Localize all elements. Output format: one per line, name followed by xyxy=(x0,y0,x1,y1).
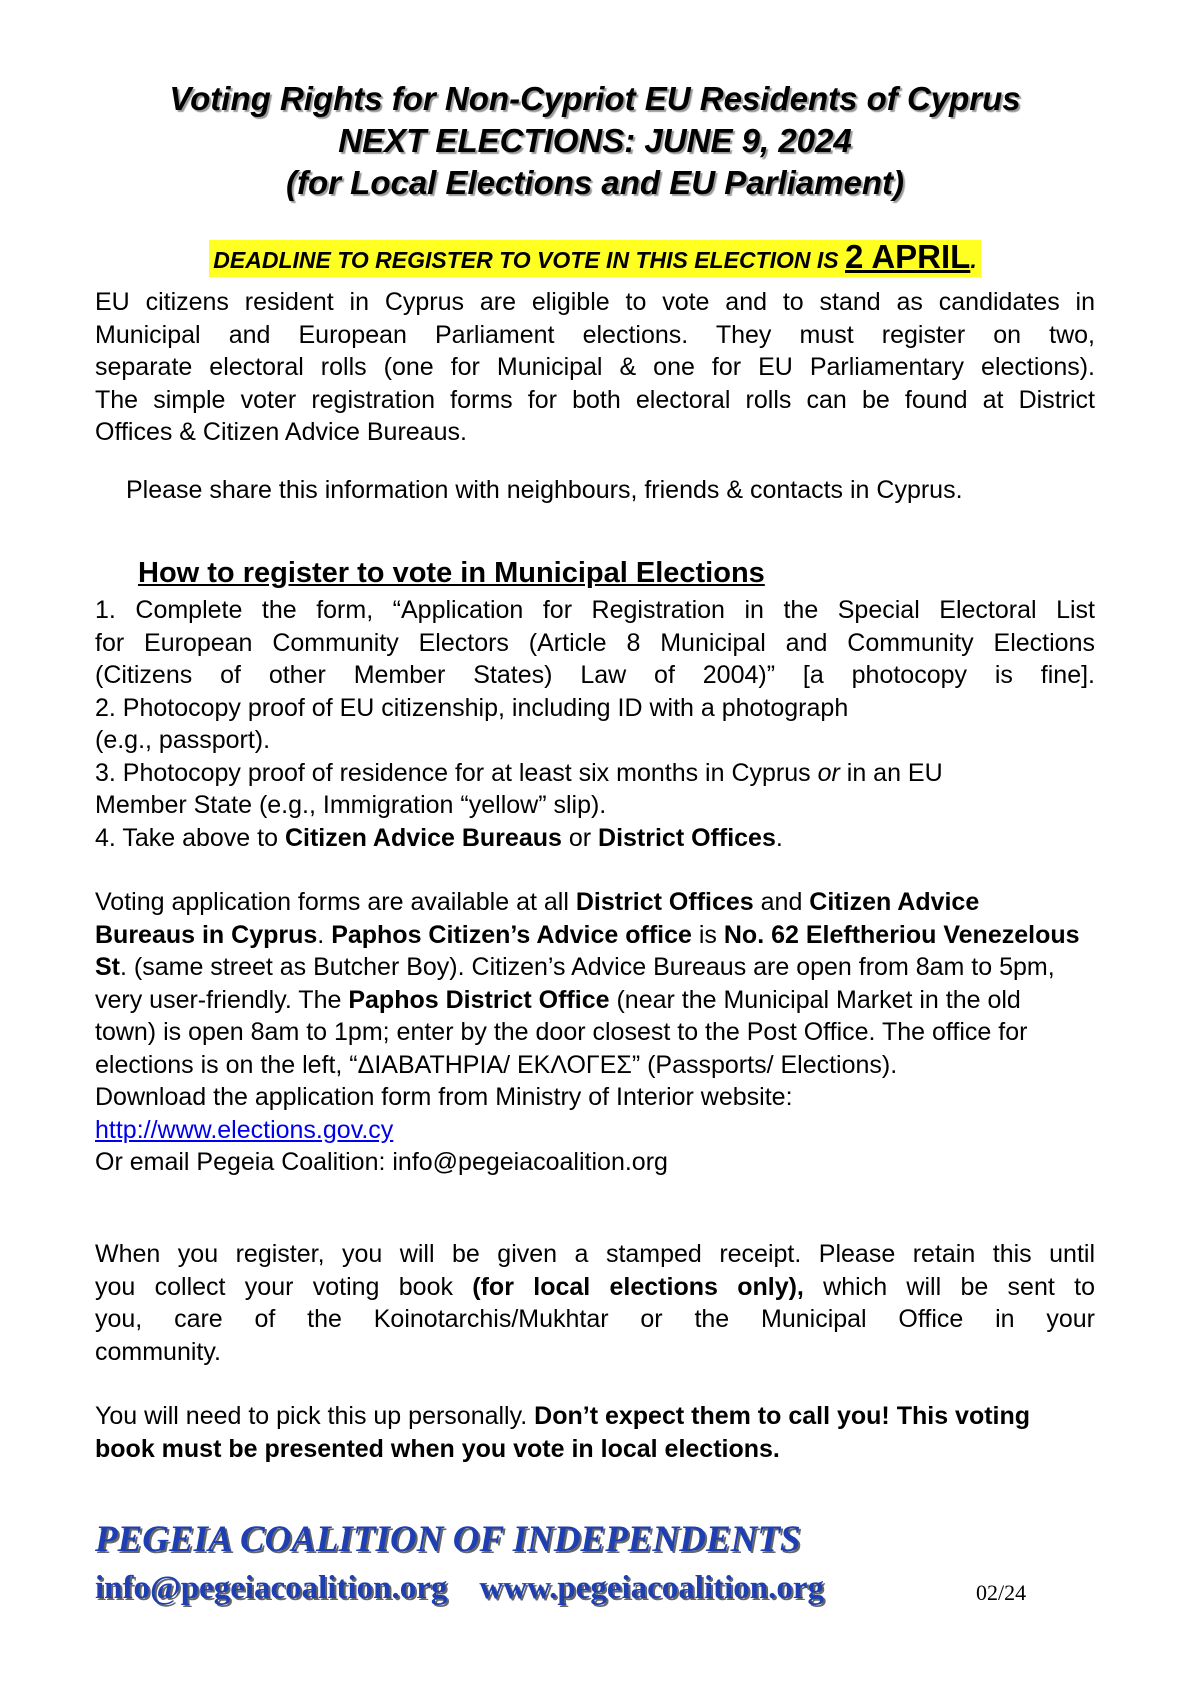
receipt-line-1: When you register, you will be given a stamped receipt. Please retain this until xyxy=(95,1240,1095,1268)
pickup-warning: Don’t expect them to call you! This voting book must be presented when you vote in local elections. xyxy=(95,1402,1031,1463)
deadline-banner xyxy=(0,240,1190,277)
municipal-heading: How to register to vote in Municipal Elections xyxy=(138,557,765,589)
intro-line-2: Municipal and European Parliament elections. They must register on two, xyxy=(95,320,1095,349)
intro-line-1: EU citizens resident in Cyprus are eligible to vote and to stand as candidates in xyxy=(95,288,1095,316)
share-note: Please share this information with neighbours, friends & contacts in Cyprus. xyxy=(126,476,963,504)
step-2-line-2: (e.g., passport). xyxy=(95,726,271,754)
forms-text-2: and xyxy=(753,888,810,916)
receipt-paragraph xyxy=(95,1238,1095,1368)
footer-website: www.pegeiacoalition.org xyxy=(479,1570,825,1606)
download-note: Download the application form from Ministry of Interior website: xyxy=(95,1083,793,1111)
deadline-text: DEADLINE TO REGISTER TO VOTE IN THIS ELECTION IS xyxy=(213,247,846,273)
title-block xyxy=(0,78,1190,204)
step-4-text-e: . xyxy=(775,823,783,852)
step-3-text-a: 3. Photocopy proof of residence for at least six months in Cyprus xyxy=(95,758,818,787)
forms-text-3: . xyxy=(317,920,332,949)
intro-line-5: Offices & Citizen Advice Bureaus. xyxy=(95,418,467,446)
forms-text-5: . (same street as Butcher Boy). Citizen’s Advice Bureaus are open from 8am to 5pm, very user-friendly. The xyxy=(95,953,1055,1014)
pickup-paragraph xyxy=(95,1400,1085,1465)
step-1-line-3: (Citizens of other Member States) Law of 2004)” [a photocopy is fine]. xyxy=(95,661,1095,689)
forms-text-1: Voting application forms are available at all xyxy=(95,888,576,916)
intro-paragraph xyxy=(95,286,1095,449)
page-number: 02/24 xyxy=(976,1580,1027,1605)
step-3-line-1 xyxy=(95,757,1095,790)
footer-contact xyxy=(95,1570,824,1607)
receipt-line-2 xyxy=(95,1271,1095,1304)
step-3-line-2: Member State (e.g., Immigration “yellow” slip). xyxy=(95,791,607,819)
deadline-date: 2 APRIL xyxy=(845,238,971,275)
forms-address: No. 62 Eleftheriou Venezelous St xyxy=(95,920,1080,981)
step-4-district-offices: District Offices xyxy=(598,823,776,852)
intro-line-4: The simple voter registration forms for both electoral rolls can be found at District xyxy=(95,385,1095,414)
forms-text-4: is xyxy=(691,920,724,949)
step-4-text-c: or xyxy=(561,823,599,852)
forms-text-6: (near the Municipal Market in the old town) is open 8am to 1pm; enter by the door closest to the Post Office. The office for elections is on the left, “ΔΙΑΒΑΤΗΡΙΑ/ ΕΚΛΟΓΕΣ” (Passports/ Elections). xyxy=(95,985,1028,1079)
step-2-line-1: 2. Photocopy proof of EU citizenship, including ID with a photograph xyxy=(95,693,849,722)
step-4-line xyxy=(95,822,1095,855)
footer-email: info@pegeiacoalition.org xyxy=(95,1570,448,1606)
step-3-text-b: in an EU xyxy=(839,758,943,787)
pickup-text: You will need to pick this up personally. xyxy=(95,1402,535,1430)
forms-paphos-office: Paphos Citizen’s Advice office xyxy=(331,920,692,949)
coalition-name: PEGEIA COALITION OF INDEPENDENTS xyxy=(95,1519,801,1560)
title-line-1: Voting Rights for Non-Cypriot EU Residents of Cyprus xyxy=(169,80,1021,117)
receipt-line-3: you, care of the Koinotarchis/Mukhtar or the Municipal Office in your xyxy=(95,1305,1095,1333)
receipt-line-4: community. xyxy=(95,1337,221,1366)
step-4-text-a: 4. Take above to xyxy=(95,823,285,852)
step-3-or: or xyxy=(817,758,840,787)
deadline-highlight xyxy=(209,240,980,277)
step-4-citizen-advice: Citizen Advice Bureaus xyxy=(284,823,562,852)
forms-paphos-district-office: Paphos District Office xyxy=(348,985,610,1014)
step-1-line-2: for European Community Electors (Article 8 Municipal and Community Elections xyxy=(95,628,1095,657)
municipal-steps xyxy=(95,594,1095,854)
step-1-line-1: 1. Complete the form, “Application for Registration in the Special Electoral List xyxy=(95,596,1095,624)
receipt-text-a: you collect your voting book xyxy=(95,1272,473,1301)
forms-district-offices: District Offices xyxy=(575,888,754,916)
forms-paragraph xyxy=(95,886,1085,1179)
title-line-3: (for Local Elections and EU Parliament) xyxy=(286,164,904,201)
forms-citizen-advice: Citizen Advice Bureaus in Cyprus xyxy=(95,888,980,949)
receipt-text-c: which will be sent to xyxy=(803,1272,1095,1301)
elections-website-link[interactable]: http://www.elections.gov.cy xyxy=(95,1115,394,1144)
email-note: Or email Pegeia Coalition: info@pegeiacoalition.org xyxy=(95,1148,668,1176)
intro-line-3: separate electoral rolls (one for Municipal & one for EU Parliamentary elections). xyxy=(95,353,1095,381)
deadline-end: . xyxy=(970,247,977,273)
receipt-local-only: (for local elections only), xyxy=(472,1272,804,1301)
title-line-2: NEXT ELECTIONS: JUNE 9, 2024 xyxy=(338,122,852,159)
